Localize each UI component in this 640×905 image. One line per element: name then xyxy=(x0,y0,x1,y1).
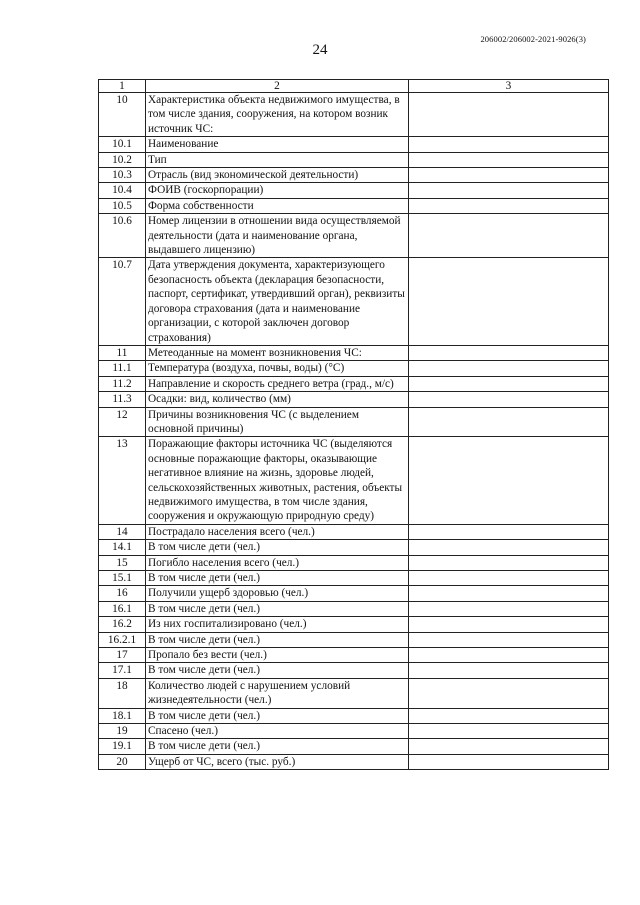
table-row xyxy=(99,586,609,601)
table-row xyxy=(99,601,609,616)
table-row xyxy=(99,345,609,360)
column-header: 1 xyxy=(99,80,146,93)
table-row xyxy=(99,361,609,376)
row-value xyxy=(409,137,609,152)
row-number: 17 xyxy=(99,648,146,663)
row-number: 19.1 xyxy=(99,739,146,754)
column-header: 3 xyxy=(409,80,609,93)
table-row xyxy=(99,137,609,152)
table-row xyxy=(99,724,609,739)
row-label: В том числе дети (чел.) xyxy=(146,739,409,754)
row-number: 10.3 xyxy=(99,168,146,183)
table-row xyxy=(99,708,609,723)
table-row xyxy=(99,407,609,437)
row-value xyxy=(409,93,609,137)
row-label: Температура (воздуха, почвы, воды) (°C) xyxy=(146,361,409,376)
row-value xyxy=(409,601,609,616)
row-number: 11.3 xyxy=(99,392,146,407)
table-row xyxy=(99,183,609,198)
row-number: 12 xyxy=(99,407,146,437)
row-value xyxy=(409,571,609,586)
row-label: Спасено (чел.) xyxy=(146,724,409,739)
row-label: В том числе дети (чел.) xyxy=(146,571,409,586)
row-value xyxy=(409,214,609,258)
row-label: Форма собственности xyxy=(146,198,409,213)
row-label: Поражающие факторы источника ЧС (выделяются основные поражающие факторы, оказывающие негативное влияние на жизнь, здоровье людей, сельскохозяйственных животных, растения, объекты недвижимого имущества, в том числе здания, сооружения и окружающую природную среду) xyxy=(146,437,409,524)
row-value xyxy=(409,392,609,407)
row-label: Из них госпитализировано (чел.) xyxy=(146,617,409,632)
table-row xyxy=(99,168,609,183)
row-value xyxy=(409,617,609,632)
row-label: Отрасль (вид экономической деятельности) xyxy=(146,168,409,183)
table-row xyxy=(99,258,609,345)
row-label: Погибло населения всего (чел.) xyxy=(146,555,409,570)
table-row xyxy=(99,617,609,632)
row-number: 13 xyxy=(99,437,146,524)
row-label: Тип xyxy=(146,152,409,167)
row-number: 17.1 xyxy=(99,663,146,678)
table-row xyxy=(99,376,609,391)
row-value xyxy=(409,586,609,601)
row-label: Количество людей с нарушением условий жизнедеятельности (чел.) xyxy=(146,678,409,708)
row-value xyxy=(409,152,609,167)
row-number: 19 xyxy=(99,724,146,739)
row-label: Номер лицензии в отношении вида осуществляемой деятельности (дата и наименование органа, выдавшего лицензию) xyxy=(146,214,409,258)
row-number: 16.2 xyxy=(99,617,146,632)
row-label: Дата утверждения документа, характеризующего безопасность объекта (декларация безопасности, паспорт, сертификат, утвердивший орган), реквизиты договора страхования (дата и наименование организации, с которой заключен договор страхования) xyxy=(146,258,409,345)
row-number: 10.7 xyxy=(99,258,146,345)
table-row xyxy=(99,555,609,570)
row-label: Метеоданные на момент возникновения ЧС: xyxy=(146,345,409,360)
page-number: 24 xyxy=(312,42,328,58)
row-number: 11 xyxy=(99,345,146,360)
row-label: В том числе дети (чел.) xyxy=(146,632,409,647)
table-row xyxy=(99,198,609,213)
row-number: 11.1 xyxy=(99,361,146,376)
table-row xyxy=(99,648,609,663)
table-row xyxy=(99,214,609,258)
table-row xyxy=(99,632,609,647)
table-row xyxy=(99,437,609,524)
table-row xyxy=(99,663,609,678)
row-value xyxy=(409,437,609,524)
row-value xyxy=(409,648,609,663)
row-value xyxy=(409,678,609,708)
row-number: 15 xyxy=(99,555,146,570)
row-number: 10.4 xyxy=(99,183,146,198)
table-row xyxy=(99,739,609,754)
row-number: 10.6 xyxy=(99,214,146,258)
row-number: 10.5 xyxy=(99,198,146,213)
row-number: 15.1 xyxy=(99,571,146,586)
row-value xyxy=(409,345,609,360)
row-label: Наименование xyxy=(146,137,409,152)
row-label: Характеристика объекта недвижимого имущества, в том числе здания, сооружения, на котором возник источник ЧС: xyxy=(146,93,409,137)
row-label: Ущерб от ЧС, всего (тыс. руб.) xyxy=(146,754,409,769)
row-value xyxy=(409,168,609,183)
row-value xyxy=(409,540,609,555)
table-row xyxy=(99,524,609,539)
table-row xyxy=(99,152,609,167)
row-value xyxy=(409,198,609,213)
row-label: В том числе дети (чел.) xyxy=(146,601,409,616)
row-value xyxy=(409,183,609,198)
document-id: 206002/206002-2021-9026(3) xyxy=(480,34,586,44)
row-value xyxy=(409,258,609,345)
row-label: В том числе дети (чел.) xyxy=(146,663,409,678)
row-value xyxy=(409,376,609,391)
row-number: 16.1 xyxy=(99,601,146,616)
row-number: 10 xyxy=(99,93,146,137)
row-label: Пострадало населения всего (чел.) xyxy=(146,524,409,539)
row-number: 10.1 xyxy=(99,137,146,152)
row-number: 20 xyxy=(99,754,146,769)
row-number: 18 xyxy=(99,678,146,708)
table-row xyxy=(99,571,609,586)
row-number: 10.2 xyxy=(99,152,146,167)
row-value xyxy=(409,754,609,769)
row-value xyxy=(409,555,609,570)
row-label: Осадки: вид, количество (мм) xyxy=(146,392,409,407)
row-label: Направление и скорость среднего ветра (град., м/с) xyxy=(146,376,409,391)
table-row xyxy=(99,754,609,769)
row-label: Получили ущерб здоровью (чел.) xyxy=(146,586,409,601)
row-number: 16.2.1 xyxy=(99,632,146,647)
report-form-table xyxy=(98,79,609,770)
row-value xyxy=(409,708,609,723)
row-number: 18.1 xyxy=(99,708,146,723)
row-number: 11.2 xyxy=(99,376,146,391)
row-label: Причины возникновения ЧС (с выделением основной причины) xyxy=(146,407,409,437)
table-row xyxy=(99,392,609,407)
row-value xyxy=(409,524,609,539)
row-value xyxy=(409,632,609,647)
row-number: 14 xyxy=(99,524,146,539)
row-number: 14.1 xyxy=(99,540,146,555)
table-row xyxy=(99,678,609,708)
row-value xyxy=(409,663,609,678)
row-value xyxy=(409,407,609,437)
row-value xyxy=(409,739,609,754)
table-header-row xyxy=(99,80,609,93)
row-label: Пропало без вести (чел.) xyxy=(146,648,409,663)
row-value xyxy=(409,361,609,376)
row-label: В том числе дети (чел.) xyxy=(146,540,409,555)
table-row xyxy=(99,93,609,137)
column-header: 2 xyxy=(146,80,409,93)
row-label: ФОИВ (госкорпорации) xyxy=(146,183,409,198)
row-label: В том числе дети (чел.) xyxy=(146,708,409,723)
table-row xyxy=(99,540,609,555)
row-number: 16 xyxy=(99,586,146,601)
row-value xyxy=(409,724,609,739)
